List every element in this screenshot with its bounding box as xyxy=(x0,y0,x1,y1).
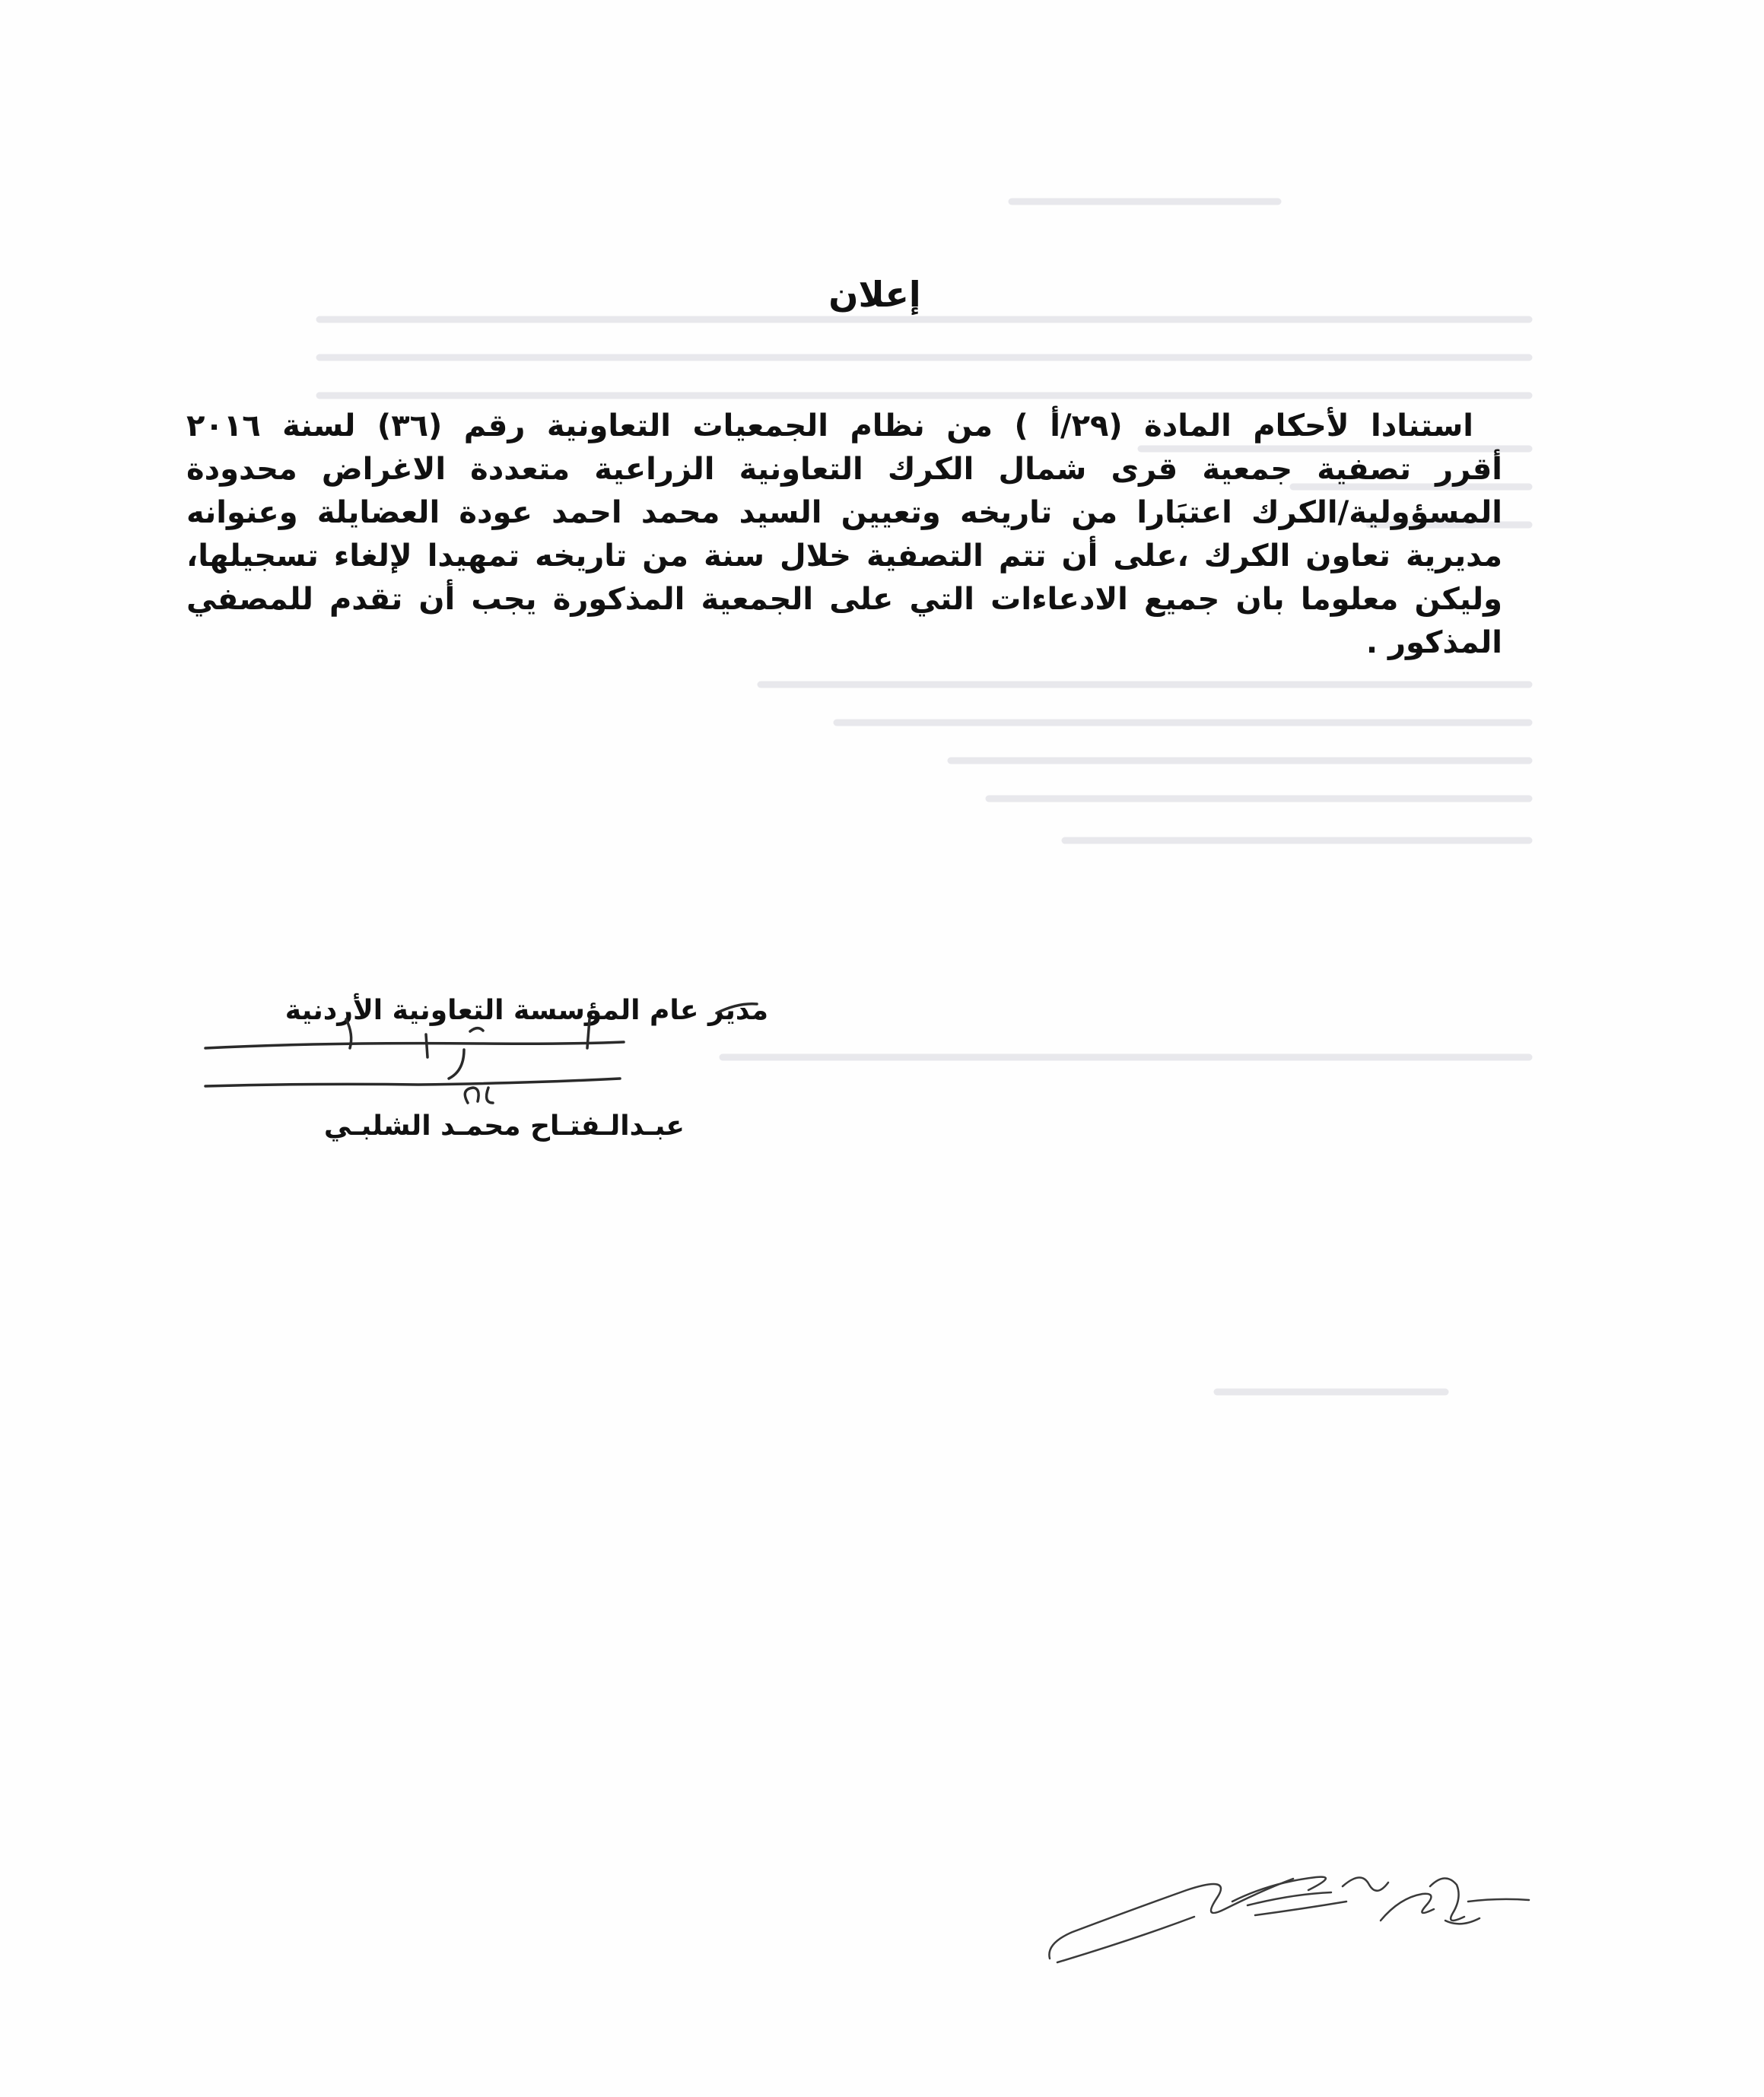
handwritten-initials xyxy=(1042,1856,1559,1970)
signature-block xyxy=(175,989,783,1171)
signatory-name: عبـدالـفتـاح محمـد الشلبـي xyxy=(323,1110,685,1142)
body-line: وليكن معلوما بان جميع الادعاءات التي على الجمعية المذكورة يجب أن تقدم للمصفي xyxy=(186,582,1502,617)
body-line: المذكور . xyxy=(1365,625,1502,660)
document-title: إعلان xyxy=(828,274,921,315)
body-line: استنادا لأحكام المادة (٢٩/أ ) من نظام الجمعيات التعاونية رقم (٣٦) لسنة ٢٠١٦ xyxy=(186,408,1474,443)
handwritten-signature xyxy=(175,989,783,1171)
body-line: أقرر تصفية جمعية قرى شمال الكرك التعاونية الزراعية متعددة الاغراض محدودة xyxy=(186,452,1502,487)
announcement-body xyxy=(186,405,1502,665)
body-line: مديرية تعاون الكرك ،على أن تتم التصفية خلال سنة من تاريخه تمهيدا لإلغاء تسجيلها، xyxy=(186,539,1502,573)
body-line: المسؤولية/الكرك اعتبَارا من تاريخه وتعيين السيد محمد احمد عودة العضايلة وعنوانه xyxy=(186,495,1502,530)
signatory-title: مدير عام المؤسسة التعاونية الأردنية xyxy=(284,995,768,1026)
